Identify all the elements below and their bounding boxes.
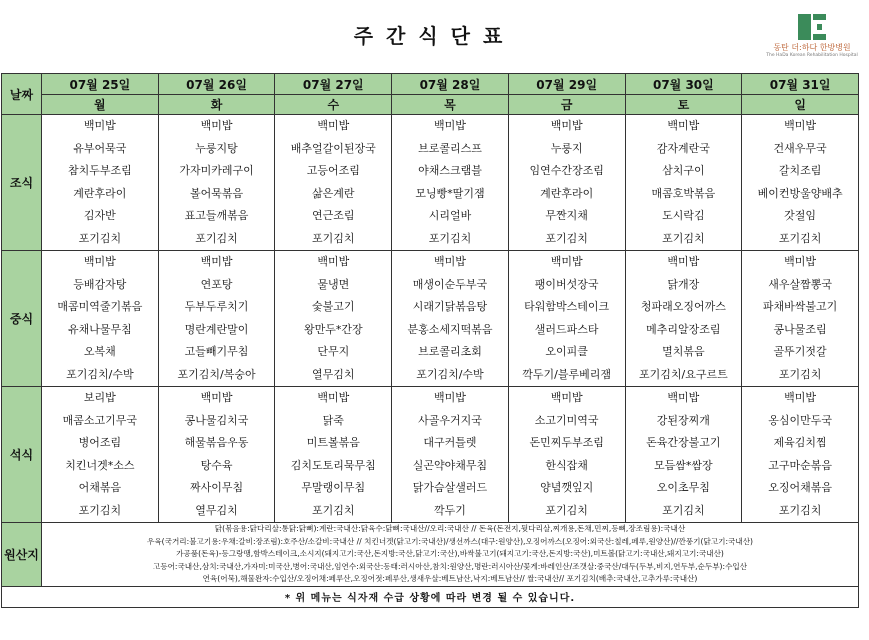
menu-item: 청파래오징어까스 — [640, 300, 726, 313]
menu-item: 백미밥 — [200, 391, 233, 404]
menu-item: 모닝빵*딸기잼 — [415, 186, 485, 200]
menu-item: 백미밥 — [434, 391, 466, 404]
menu-item: 숯불고기 — [312, 300, 355, 313]
menu-item: 등배감자탕 — [73, 277, 127, 291]
menu-item: 골뚜기젓갈 — [773, 345, 827, 358]
dinner-day-cell — [625, 387, 742, 523]
day-date: 07월 31일 — [742, 74, 859, 95]
lunch-day-cell — [42, 251, 159, 387]
note-row — [2, 586, 859, 607]
hospital-name: 동탄 더:하다 한방병원 — [773, 43, 851, 52]
menu-item: 깍두기 — [434, 503, 466, 517]
day-weekday: 화 — [158, 95, 275, 115]
menu-item: 탕수육 — [200, 458, 233, 472]
menu-item: 백미밥 — [83, 119, 116, 132]
menu-item: 참치두부조림 — [67, 164, 132, 177]
menu-item: 제육김치찜 — [773, 436, 827, 449]
menu-item: 백미밥 — [83, 255, 116, 268]
menu-item: 계란후라이 — [540, 186, 594, 200]
weekday-row — [2, 95, 859, 115]
menu-item: 새우살짬뽕국 — [768, 277, 832, 291]
menu-item: 배추얼갈이된장국 — [290, 141, 376, 155]
menu-item: 백미밥 — [550, 119, 583, 132]
menu-item: 모듬쌈*쌈장 — [654, 458, 713, 472]
menu-item: 포기김치/수박 — [66, 367, 134, 381]
menu-item: 포기김치/요구르트 — [639, 367, 728, 381]
menu-item: 백미밥 — [317, 255, 350, 268]
breakfast-label: 조식 — [2, 115, 42, 251]
menu-item: 백미밥 — [317, 391, 350, 404]
menu-item: 백미밥 — [317, 119, 350, 132]
menu-item: 닭가슴살샐러드 — [412, 481, 488, 494]
menu-item: 삼치구이 — [662, 164, 705, 177]
breakfast-day-cell — [275, 115, 392, 251]
menu-item: 계란후라이 — [73, 186, 127, 200]
breakfast-day-cell — [158, 115, 275, 251]
menu-item: 백미밥 — [550, 255, 583, 268]
breakfast-day-cell — [392, 115, 509, 251]
dinner-day-cell — [392, 387, 509, 523]
menu-item: 백미밥 — [434, 255, 466, 268]
menu-item: 포기김치 — [312, 503, 355, 517]
menu-item: 감자계란국 — [656, 141, 710, 155]
dinner-day-cell — [275, 387, 392, 523]
menu-item: 깍두기/블루베리잼 — [522, 367, 612, 381]
menu-item: 팽이버섯장국 — [534, 277, 599, 291]
menu-item: 포기김치 — [662, 231, 705, 245]
menu-item: 닭죽 — [322, 413, 344, 427]
menu-item: 시리얼바 — [428, 209, 472, 222]
menu-item: 갓절임 — [784, 209, 817, 222]
day-weekday: 금 — [508, 95, 625, 115]
day-weekday: 목 — [392, 95, 509, 115]
menu-item: 사골우거지국 — [418, 413, 482, 427]
menu-item: 포기김치/복숭아 — [177, 367, 256, 381]
breakfast-day-cell — [42, 115, 159, 251]
weekly-menu-table — [1, 73, 859, 608]
menu-item: 포기김치 — [78, 231, 122, 245]
menu-item: 대구커틀렛 — [423, 436, 477, 449]
menu-item: 백미밥 — [200, 119, 233, 132]
day-weekday: 토 — [625, 95, 742, 115]
menu-item: 열무김치 — [312, 367, 355, 381]
menu-item: 실곤약야채무침 — [412, 458, 488, 472]
date-row — [2, 74, 859, 95]
day-date: 07월 27일 — [275, 74, 392, 95]
lunch-day-cell — [158, 251, 275, 387]
origin-line: 가공품(돈육)-등그랑땡,함박스테이크,소시지(돼지고기:국산,돈지방:국산,닭고기:국산),바싹불고기(돼지고기:국산,돈지방:국산),미트볼(닭고기:국내산,돼지고기:국내산) — [176, 549, 724, 559]
menu-item: 한식잡채 — [545, 458, 588, 472]
menu-item: 백미밥 — [784, 119, 817, 132]
menu-item: 건새우무국 — [773, 141, 827, 155]
menu-item: 야채스크램블 — [418, 164, 482, 177]
menu-item: 명란계란말이 — [184, 322, 249, 336]
menu-item: 오복채 — [83, 345, 116, 358]
menu-item: 어채볶음 — [78, 481, 122, 494]
menu-item: 포기김치 — [778, 503, 822, 517]
menu-item: 물냉면 — [317, 277, 350, 291]
hospital-name-en: The HaDa Korean Rehabilitation Hospital — [766, 53, 858, 58]
lunch-day-cell — [392, 251, 509, 387]
breakfast-day-cell — [742, 115, 859, 251]
menu-item: 포기김치 — [545, 503, 588, 517]
dinner-day-cell — [508, 387, 625, 523]
menu-item: 연포탕 — [200, 277, 233, 291]
menu-item: 무말랭이무침 — [301, 481, 366, 494]
menu-item: 표고들깨볶음 — [184, 209, 249, 222]
menu-item: 콩나물조림 — [773, 322, 827, 336]
menu-item: 백미밥 — [667, 255, 700, 268]
menu-item: 분홍소세지떡볶음 — [407, 322, 493, 336]
origin-line: 고등어:국내산,삼치:국내산,가자미:미국산,병어:국내산,임연수:외국산:동태:러시아산,참치:원양산,명란:러시아산/꽃게:바레인산/조갯살:중국산/대두(두부,비지,연두부,순두부):수입산 — [152, 561, 748, 571]
menu-item: 샐러드파스타 — [534, 322, 599, 336]
lunch-row — [2, 251, 859, 387]
menu-item: 김자반 — [83, 209, 116, 222]
menu-item: 보리밥 — [83, 391, 116, 404]
menu-item: 단무지 — [317, 345, 350, 358]
origin-line: 연육(어묵),해물완자:수입산/오징어채:페루산,오징어젓:페루산,생새우살:베트남산,낙지:베트남산// 쌀:국내산// 포기김치(배추:국내산,고추가루:국내산) — [202, 574, 698, 584]
menu-item: 갈치조림 — [778, 164, 822, 177]
menu-item: 고들빼기무침 — [184, 345, 249, 358]
day-date: 07월 29일 — [508, 74, 625, 95]
menu-item: 베이컨방울양배추 — [757, 186, 843, 200]
menu-item: 누룽지 — [550, 141, 583, 155]
menu-item: 포기김치 — [78, 503, 122, 517]
day-weekday: 월 — [42, 95, 159, 115]
menu-item: 고구마순볶음 — [768, 458, 832, 472]
lunch-day-cell — [742, 251, 859, 387]
menu-item: 포기김치 — [312, 231, 355, 245]
menu-item: 매콤호박볶음 — [651, 186, 716, 200]
day-date: 07월 28일 — [392, 74, 509, 95]
lunch-day-cell — [508, 251, 625, 387]
breakfast-row — [2, 115, 859, 251]
menu-item: 왕만두*간장 — [303, 322, 363, 336]
day-weekday: 수 — [275, 95, 392, 115]
menu-item: 양념깻잎지 — [540, 481, 594, 494]
menu-item: 유부어묵국 — [73, 141, 127, 155]
menu-item: 브로콜리스프 — [418, 141, 482, 155]
menu-item: 무짠지채 — [545, 209, 588, 222]
day-weekday: 일 — [742, 95, 859, 115]
origin-row — [2, 523, 859, 587]
menu-item: 시래기닭볶음탕 — [412, 300, 488, 313]
menu-item: 강된장찌개 — [656, 413, 710, 427]
menu-item: 오징어채볶음 — [768, 481, 832, 494]
menu-item: 짜사이무침 — [189, 481, 244, 494]
lunch-day-cell — [625, 251, 742, 387]
menu-item: 타워함박스테이크 — [524, 300, 610, 313]
day-date: 07월 25일 — [42, 74, 159, 95]
day-date: 07월 30일 — [625, 74, 742, 95]
menu-item: 백미밥 — [550, 391, 583, 404]
menu-item: 누룽지탕 — [195, 141, 238, 155]
breakfast-day-cell — [625, 115, 742, 251]
lunch-day-cell — [275, 251, 392, 387]
menu-item: 치킨너겟*소스 — [65, 458, 135, 472]
origin-line: 닭(볶음용:닭다리살:통닭:닭뼈):계란:국내산:닭육수:닭뼈:국내산//오리:국내산 // 돈육(돈전지,뒷다리살,찌개용,돈채,민찌,등뼈,장조림용):국내산 — [214, 524, 686, 533]
menu-item: 도시락김 — [662, 209, 705, 222]
menu-item: 김치도토리묵무침 — [290, 458, 376, 472]
menu-item: 콩나물김치국 — [184, 413, 249, 427]
change-notice: * 위 메뉴는 식자재 수급 상황에 따라 변경 될 수 있습니다. — [2, 586, 859, 607]
lunch-label: 중식 — [2, 251, 42, 387]
menu-item: 해물볶음우동 — [184, 436, 249, 449]
day-date: 07월 26일 — [158, 74, 275, 95]
origin-line: 우육(국거리:불고기용:우채:갈비:장조림):호주산/소갈비:국내산 // 치킨너겟(닭고기:국내산)/생선까스(대구:원양산),오징어까스(오징어:외국산:칠레,페루,원양산)//깐풍기(닭고기:국내산) — [146, 536, 753, 546]
dinner-day-cell — [742, 387, 859, 523]
menu-item: 포기김치 — [778, 231, 822, 245]
menu-item: 백미밥 — [200, 255, 233, 268]
menu-item: 파채바싹불고기 — [762, 300, 838, 313]
menu-item: 멸치볶음 — [662, 345, 705, 358]
menu-item: 고등어조림 — [306, 164, 360, 177]
menu-item: 연근조림 — [312, 209, 355, 222]
menu-item: 브로콜리초회 — [418, 345, 482, 358]
hospital-logo — [758, 14, 866, 58]
menu-item: 삶은계란 — [312, 186, 355, 200]
dinner-day-cell — [42, 387, 159, 523]
menu-item: 유채나물무침 — [67, 322, 132, 336]
menu-item: 옹심이만두국 — [768, 413, 832, 427]
menu-item: 매콤미역줄기볶음 — [57, 300, 143, 313]
menu-item: 가자미카레구이 — [179, 164, 254, 177]
menu-item: 두부두루치기 — [184, 300, 249, 313]
menu-item: 닭개장 — [667, 277, 700, 291]
menu-item: 백미밥 — [667, 391, 700, 404]
menu-item: 포기김치/수박 — [416, 367, 484, 381]
menu-item: 매콤소고기무국 — [62, 413, 138, 427]
menu-item: 포기김치 — [778, 367, 822, 381]
menu-item: 백미밥 — [667, 119, 700, 132]
menu-item: 포기김치 — [428, 231, 472, 245]
menu-item: 포기김치 — [195, 231, 238, 245]
menu-item: 돈민찌두부조림 — [529, 436, 604, 449]
menu-item: 볼어묵볶음 — [189, 186, 244, 200]
menu-item: 돈육간장불고기 — [646, 436, 721, 449]
menu-item: 매생이순두부국 — [412, 277, 488, 291]
page-title: 주간식단표 — [353, 24, 516, 48]
origin-info — [42, 523, 859, 587]
menu-item: 오이피클 — [545, 345, 588, 358]
menu-item: 포기김치 — [545, 231, 588, 245]
menu-item: 임연수간장조림 — [529, 164, 604, 177]
menu-item: 포기김치 — [662, 503, 705, 517]
origin-label: 원산지 — [2, 523, 42, 587]
menu-item: 메추리알장조림 — [646, 322, 721, 336]
menu-item: 병어조림 — [78, 436, 122, 449]
menu-item: 백미밥 — [784, 391, 817, 404]
menu-item: 오이초무침 — [656, 481, 710, 494]
menu-item: 미트볼볶음 — [306, 436, 360, 449]
date-label: 날짜 — [2, 74, 42, 115]
dinner-row — [2, 387, 859, 523]
menu-item: 백미밥 — [784, 255, 817, 268]
menu-item: 소고기미역국 — [534, 413, 599, 427]
hospital-logo-icon — [798, 14, 826, 40]
dinner-label: 석식 — [2, 387, 42, 523]
menu-item: 열무김치 — [195, 503, 238, 517]
dinner-day-cell — [158, 387, 275, 523]
menu-item: 백미밥 — [434, 119, 466, 132]
breakfast-day-cell — [508, 115, 625, 251]
